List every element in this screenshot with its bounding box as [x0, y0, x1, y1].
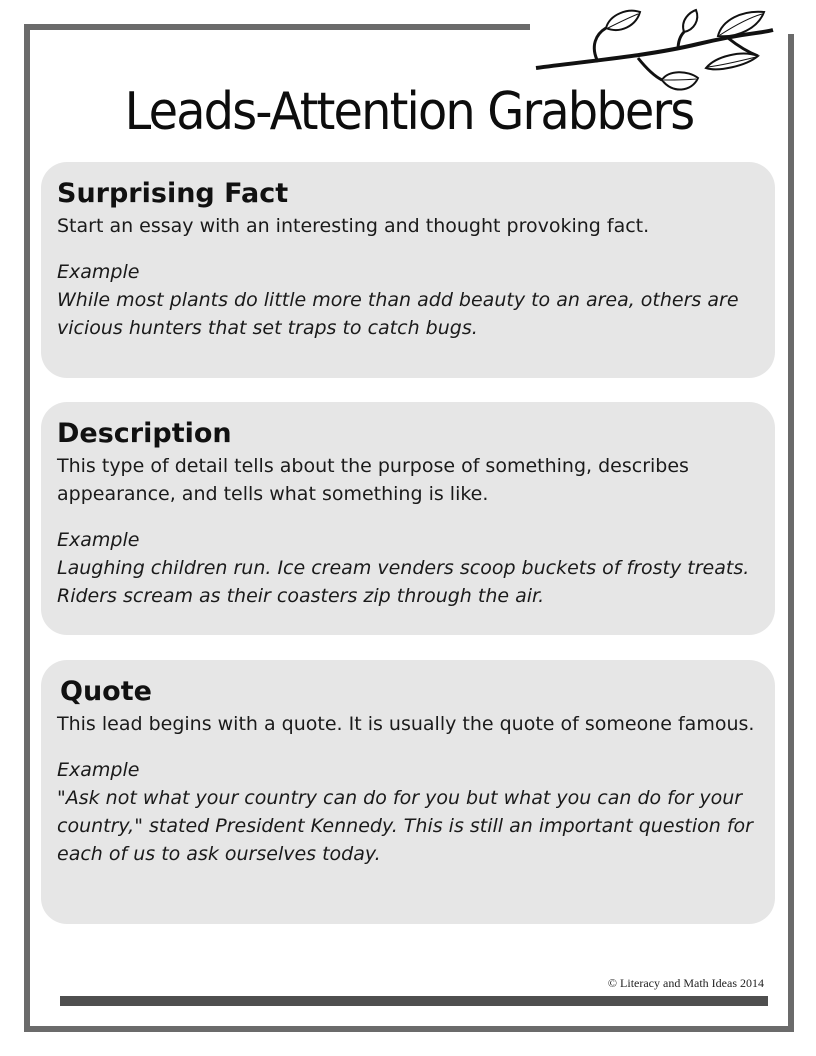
- section-heading: Description: [57, 418, 232, 449]
- example-text: While most plants do little more than add beauty to an area, others are vicious hunters that set traps to catch bugs.: [57, 289, 739, 339]
- section-description-lead: [41, 402, 775, 635]
- page-title: Leads-Attention Grabbers: [124, 82, 694, 142]
- section-description: Start an essay with an interesting and thought provoking fact.: [57, 215, 650, 237]
- section-quote: [41, 660, 775, 924]
- example-label: Example: [57, 759, 140, 781]
- example-text: "Ask not what your country can do for you but what you can do for your country," stated President Kennedy. This is still an important question for each of us to ask ourselves today.: [57, 787, 753, 865]
- copyright-notice: © Literacy and Math Ideas 2014: [607, 976, 764, 990]
- example-text: Laughing children run. Ice cream venders scoop buckets of frosty treats. Riders scream as their coasters zip through the air.: [57, 557, 750, 607]
- section-heading: Surprising Fact: [57, 178, 289, 209]
- footer-bar: [60, 996, 768, 1006]
- section-heading: Quote: [60, 676, 152, 707]
- section-description: This type of detail tells about the purpose of something, describes appearance, and tells what something is like.: [57, 455, 689, 505]
- section-description: This lead begins with a quote. It is usually the quote of someone famous.: [57, 713, 755, 735]
- example-label: Example: [57, 261, 140, 283]
- section-surprising-fact: [41, 162, 775, 378]
- example-label: Example: [57, 529, 140, 551]
